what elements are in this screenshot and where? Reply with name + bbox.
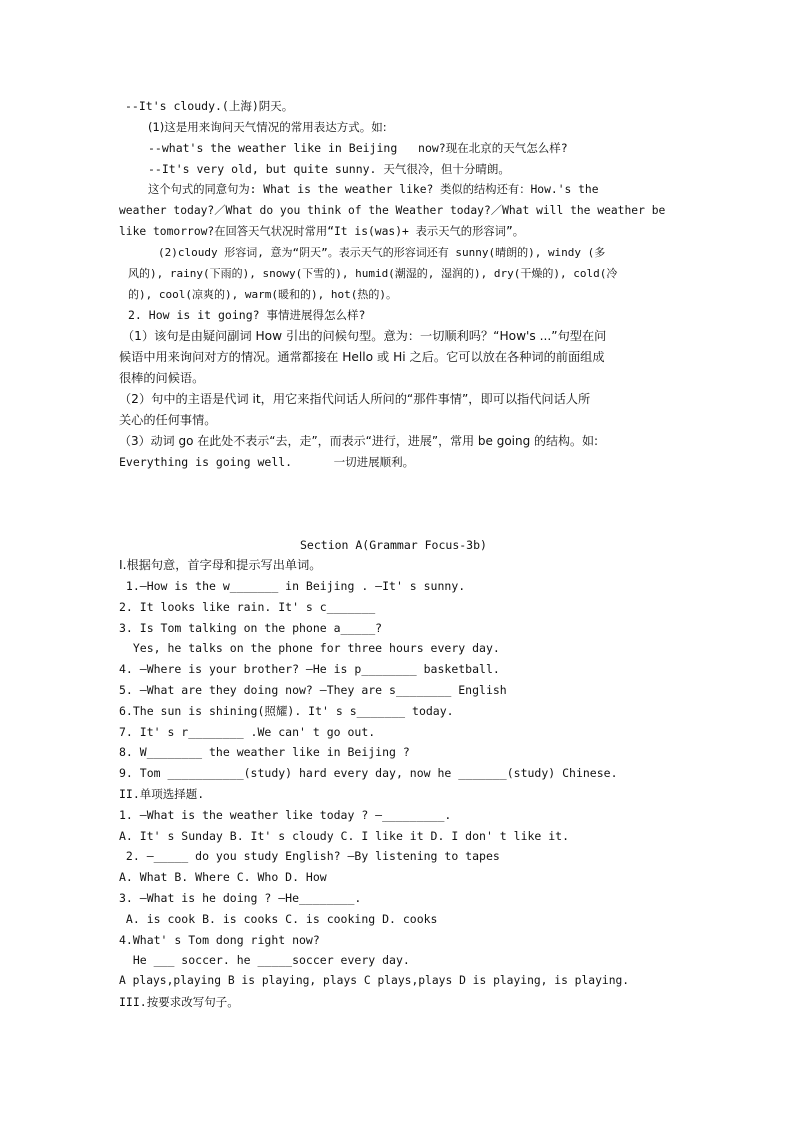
exercise-line: 7. It' s r________ .We can' t go out. xyxy=(119,725,376,739)
note-line: 很棒的问候语。 xyxy=(119,371,205,385)
exercise-line: 4. —Where is your brother? —He is p________ basketball. xyxy=(119,662,500,676)
exercise-line: 9. Tom ___________(study) hard every day, now he _______(study) Chinese. xyxy=(119,766,618,780)
exercise-line: A. What B. Where C. Who D. How xyxy=(119,870,327,884)
note-line: --what's the weather like in Beijing now?现在北京的天气怎么样? xyxy=(148,141,568,155)
exercise-line: Yes, he talks on the phone for three hours every day. xyxy=(119,641,500,655)
note-line: （2）句中的主语是代词 it，用它来指代问话人所问的“那件事情”，即可以指代问话人所 xyxy=(119,392,591,406)
exercise-line: 5. —What are they doing now? —They are s________ English xyxy=(119,683,507,697)
part1-heading: I.根据句意，首字母和提示写出单词。 xyxy=(119,558,322,572)
note-line: 2. How is it going? 事情进展得怎么样? xyxy=(128,308,366,322)
note-line: 候语中用来询问对方的情况。通常都接在 Hello 或 Hi 之后。它可以放在各种词的前面组成 xyxy=(119,350,605,364)
note-line: （1）该句是由疑问副词 How 引出的问候句型。意为：一切顺利吗？“How's ...”句型在问 xyxy=(122,329,607,343)
note-line: 的), cool(凉爽的), warm(暖和的), hot(热的)。 xyxy=(128,288,397,301)
exercise-line: 2. —_____ do you study English? —By listening to tapes xyxy=(119,849,500,863)
note-line: (1)这是用来询问天气情况的常用表达方式。如: xyxy=(148,120,387,134)
exercise-line: 3. —What is he doing ? —He________. xyxy=(119,891,362,905)
exercise-line: 1. —What is the weather like today ? —_________. xyxy=(119,808,452,822)
part2-heading: II.单项选择题. xyxy=(119,787,205,801)
note-line: (2)cloudy 形容词, 意为“阴天”。表示天气的形容词还有 sunny(晴朗的), windy (多 xyxy=(158,246,606,259)
exercise-line: 4.What' s Tom dong right now? xyxy=(119,933,320,947)
note-line: 关心的任何事情。 xyxy=(119,413,217,427)
note-line: （3）动词 go 在此处不表示“去，走”，而表示“进行，进展”，常用 be going 的结构。如: xyxy=(119,434,599,448)
exercise-line: 6.The sun is shining(照耀). It' s s_______ today. xyxy=(119,704,454,718)
exercise-line: 8. W________ the weather like in Beijing ? xyxy=(119,745,410,759)
note-line: Everything is going well. 一切进展顺利。 xyxy=(119,455,415,469)
exercise-line: A plays,playing B is playing, plays C plays,plays D is playing, is playing. xyxy=(119,974,630,987)
note-line: --It's cloudy.(上海)阴天。 xyxy=(125,99,294,113)
part3-heading: III.按要求改写句子。 xyxy=(119,995,239,1009)
note-line: 这个句式的同意句为: What is the weather like? 类似的结构还有：How.'s the xyxy=(148,183,599,196)
note-line: --It's very old, but quite sunny. 天气很冷，但十分晴朗。 xyxy=(148,162,510,176)
section-title: Section A(Grammar Focus-3b) xyxy=(300,538,487,552)
note-line: weather today?／What do you think of the Weather today?／What will the weather be xyxy=(119,204,666,217)
note-line: 风的), rainy(下雨的), snowy(下雪的), humid(潮湿的, 湿润的), dry(干燥的), cold(冷 xyxy=(128,267,618,280)
exercise-line: 1.—How is the w_______ in Beijing . —It' s sunny. xyxy=(119,579,466,593)
exercise-line: A. It' s Sunday B. It' s cloudy C. I like it D. I don' t like it. xyxy=(119,829,570,843)
exercise-line: 3. Is Tom talking on the phone a_____? xyxy=(119,621,383,635)
exercise-line: 2. It looks like rain. It' s c_______ xyxy=(119,600,376,614)
note-line: like tomorrow?在回答天气状况时常用“It is(was)+ 表示天气的形容词”。 xyxy=(119,225,525,238)
exercise-line: A. is cook B. is cooks C. is cooking D. cooks xyxy=(119,912,438,926)
exercise-line: He ___ soccer. he _____soccer every day. xyxy=(119,953,410,967)
